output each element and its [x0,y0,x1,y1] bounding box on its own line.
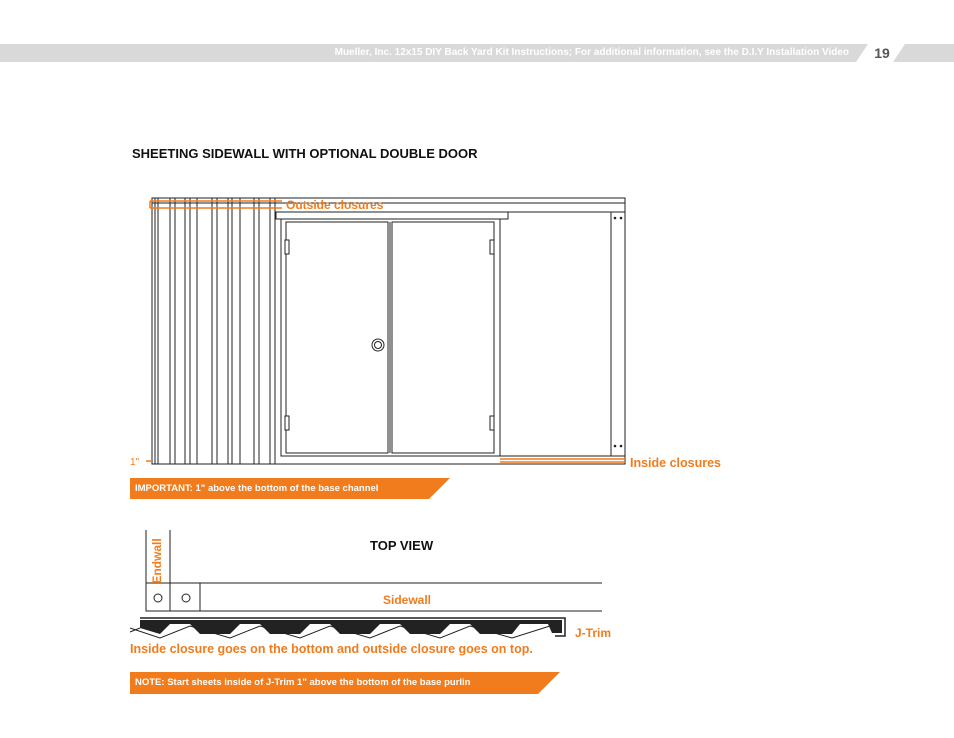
one-inch-mark: 1" [130,457,140,468]
note-banner: NOTE: Start sheets inside of J-Trim 1" above the bottom of the base purlin [135,677,471,688]
endwall-label: Endwall [150,538,164,584]
section-title: SHEETING SIDEWALL WITH OPTIONAL DOUBLE DOOR [132,146,478,161]
document-header-title: Mueller, Inc. 12x15 DIY Back Yard Kit Instructions; For additional information, see the D.I.Y Installation Video [334,47,849,58]
inside-closures-label: Inside closures [630,456,722,470]
closure-instruction: Inside closure goes on the bottom and outside closure goes on top. [130,642,533,656]
top-view-title: TOP VIEW [370,538,434,553]
jtrim-label: J-Trim [575,626,612,640]
sidewall-label: Sidewall [383,593,432,607]
important-banner: IMPORTANT: 1" above the bottom of the base channel [135,483,379,494]
outside-closures-label: Outside closures [286,198,384,212]
page-number: 19 [874,45,890,61]
